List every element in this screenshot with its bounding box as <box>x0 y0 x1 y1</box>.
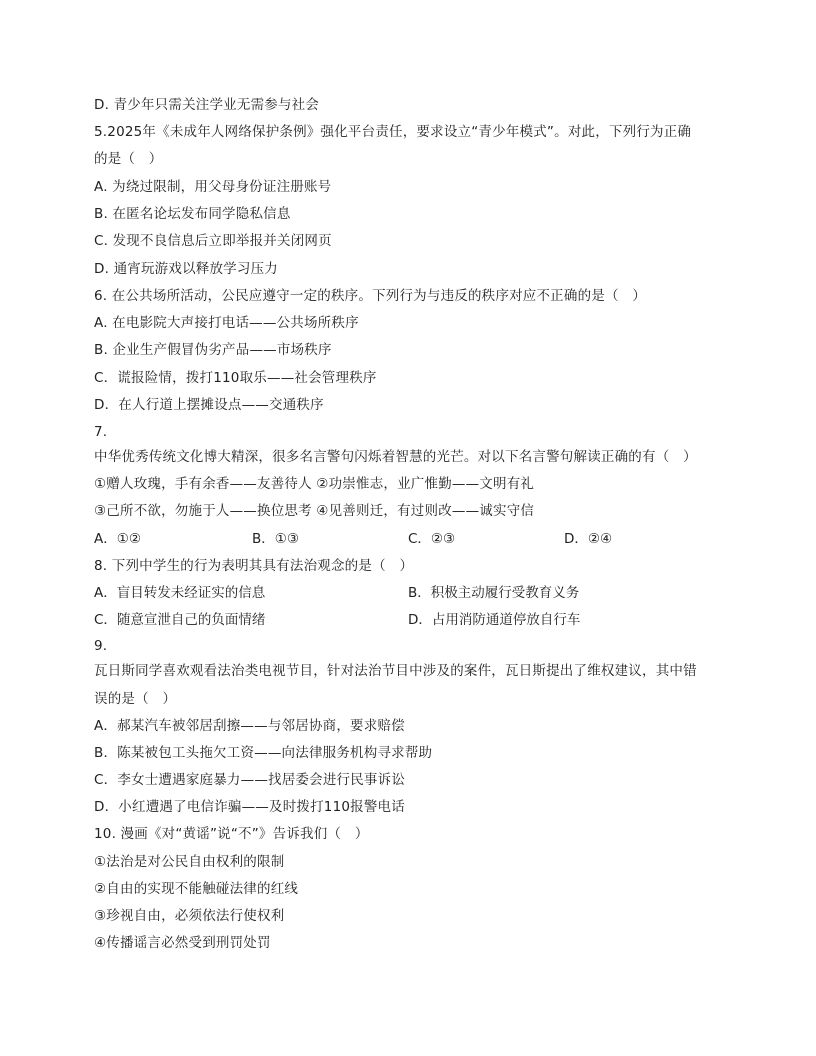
q7-option-b: B．①③ <box>252 531 299 547</box>
q6-option-d: D．在人行道上摆摊设点——交通秩序 <box>94 397 324 413</box>
q9-option-d: D．小红遭遇了电信诈骗——及时拨打110报警电话 <box>94 799 405 815</box>
q10-item-3: ③珍视自由，必须依法行使权利 <box>94 908 285 924</box>
q5-option-b: B. 在匿名论坛发布同学隐私信息 <box>94 206 291 222</box>
q10-stem: 10. 漫画《对“黄谣”说“不”》告诉我们（ ） <box>94 826 369 842</box>
q7-option-a: A．①② <box>94 531 141 547</box>
q6-option-b: B. 企业生产假冒伪劣产品——市场秩序 <box>94 342 332 358</box>
q9-option-b: B．陈某被包工头拖欠工资——向法律服务机构寻求帮助 <box>94 745 433 761</box>
q8-option-c: C．随意宣泄自己的负面情绪 <box>94 612 266 628</box>
q9-stem-line1: 瓦日斯同学喜欢观看法治类电视节目，针对法治节目中涉及的案件，瓦日斯提出了维权建议，其中错 <box>94 663 697 679</box>
q8-stem: 8. 下列中学生的行为表明其具有法治观念的是（ ） <box>94 558 414 574</box>
q6-stem: 6. 在公共场所活动，公民应遵守一定的秩序。下列行为与违反的秩序对应不正确的是（ ） <box>94 288 647 304</box>
q4-option-d: D. 青少年只需关注学业无需参与社会 <box>94 97 320 113</box>
q9-option-c: C．李女士遭遇家庭暴力——找居委会进行民事诉讼 <box>94 772 406 788</box>
q9-stem-line2: 误的是（ ） <box>94 691 177 707</box>
q7-stem: 中华优秀传统文化博大精深，很多名言警句闪烁着智慧的光芒。对以下名言警句解读正确的有（ ） <box>94 449 697 465</box>
q5-option-d: D. 通宵玩游戏以释放学习压力 <box>94 261 278 277</box>
q10-item-1: ①法治是对公民自由权利的限制 <box>94 854 285 870</box>
q10-item-2: ②自由的实现不能触碰法律的红线 <box>94 881 299 897</box>
q9-option-a: A．郝某汽车被邻居刮擦——与邻居协商，要求赔偿 <box>94 718 405 734</box>
q6-option-a: A. 在电影院大声接打电话——公共场所秩序 <box>94 315 359 331</box>
q6-option-c: C．谎报险情，拨打110取乐——社会管理秩序 <box>94 370 377 386</box>
q7-option-d: D．②④ <box>564 531 613 547</box>
q7-item-line1: ①赠人玫瑰，手有余香——友善待人 ②功崇惟志，业广惟勤——文明有礼 <box>94 476 535 492</box>
q8-option-d: D．占用消防通道停放自行车 <box>408 612 581 628</box>
q5-option-a: A. 为绕过限制，用父母身份证注册账号 <box>94 179 332 195</box>
q5-stem-line2: 的是（ ） <box>94 151 163 167</box>
q9-number: 9. <box>94 638 108 654</box>
q5-stem-line1: 5.2025年《未成年人网络保护条例》强化平台责任，要求设立“青少年模式”。对此，下列行为正确 <box>94 124 692 140</box>
q7-option-c: C．②③ <box>408 531 456 547</box>
q8-option-b: B．积极主动履行受教育义务 <box>408 585 580 601</box>
q10-item-4: ④传播谣言必然受到刑罚处罚 <box>94 935 271 951</box>
q5-option-c: C. 发现不良信息后立即举报并关闭网页 <box>94 233 332 249</box>
q7-item-line2: ③己所不欲，勿施于人——换位思考 ④见善则迁，有过则改——诚实守信 <box>94 503 535 519</box>
q7-number: 7. <box>94 424 108 440</box>
q8-option-a: A．盲目转发未经证实的信息 <box>94 585 266 601</box>
